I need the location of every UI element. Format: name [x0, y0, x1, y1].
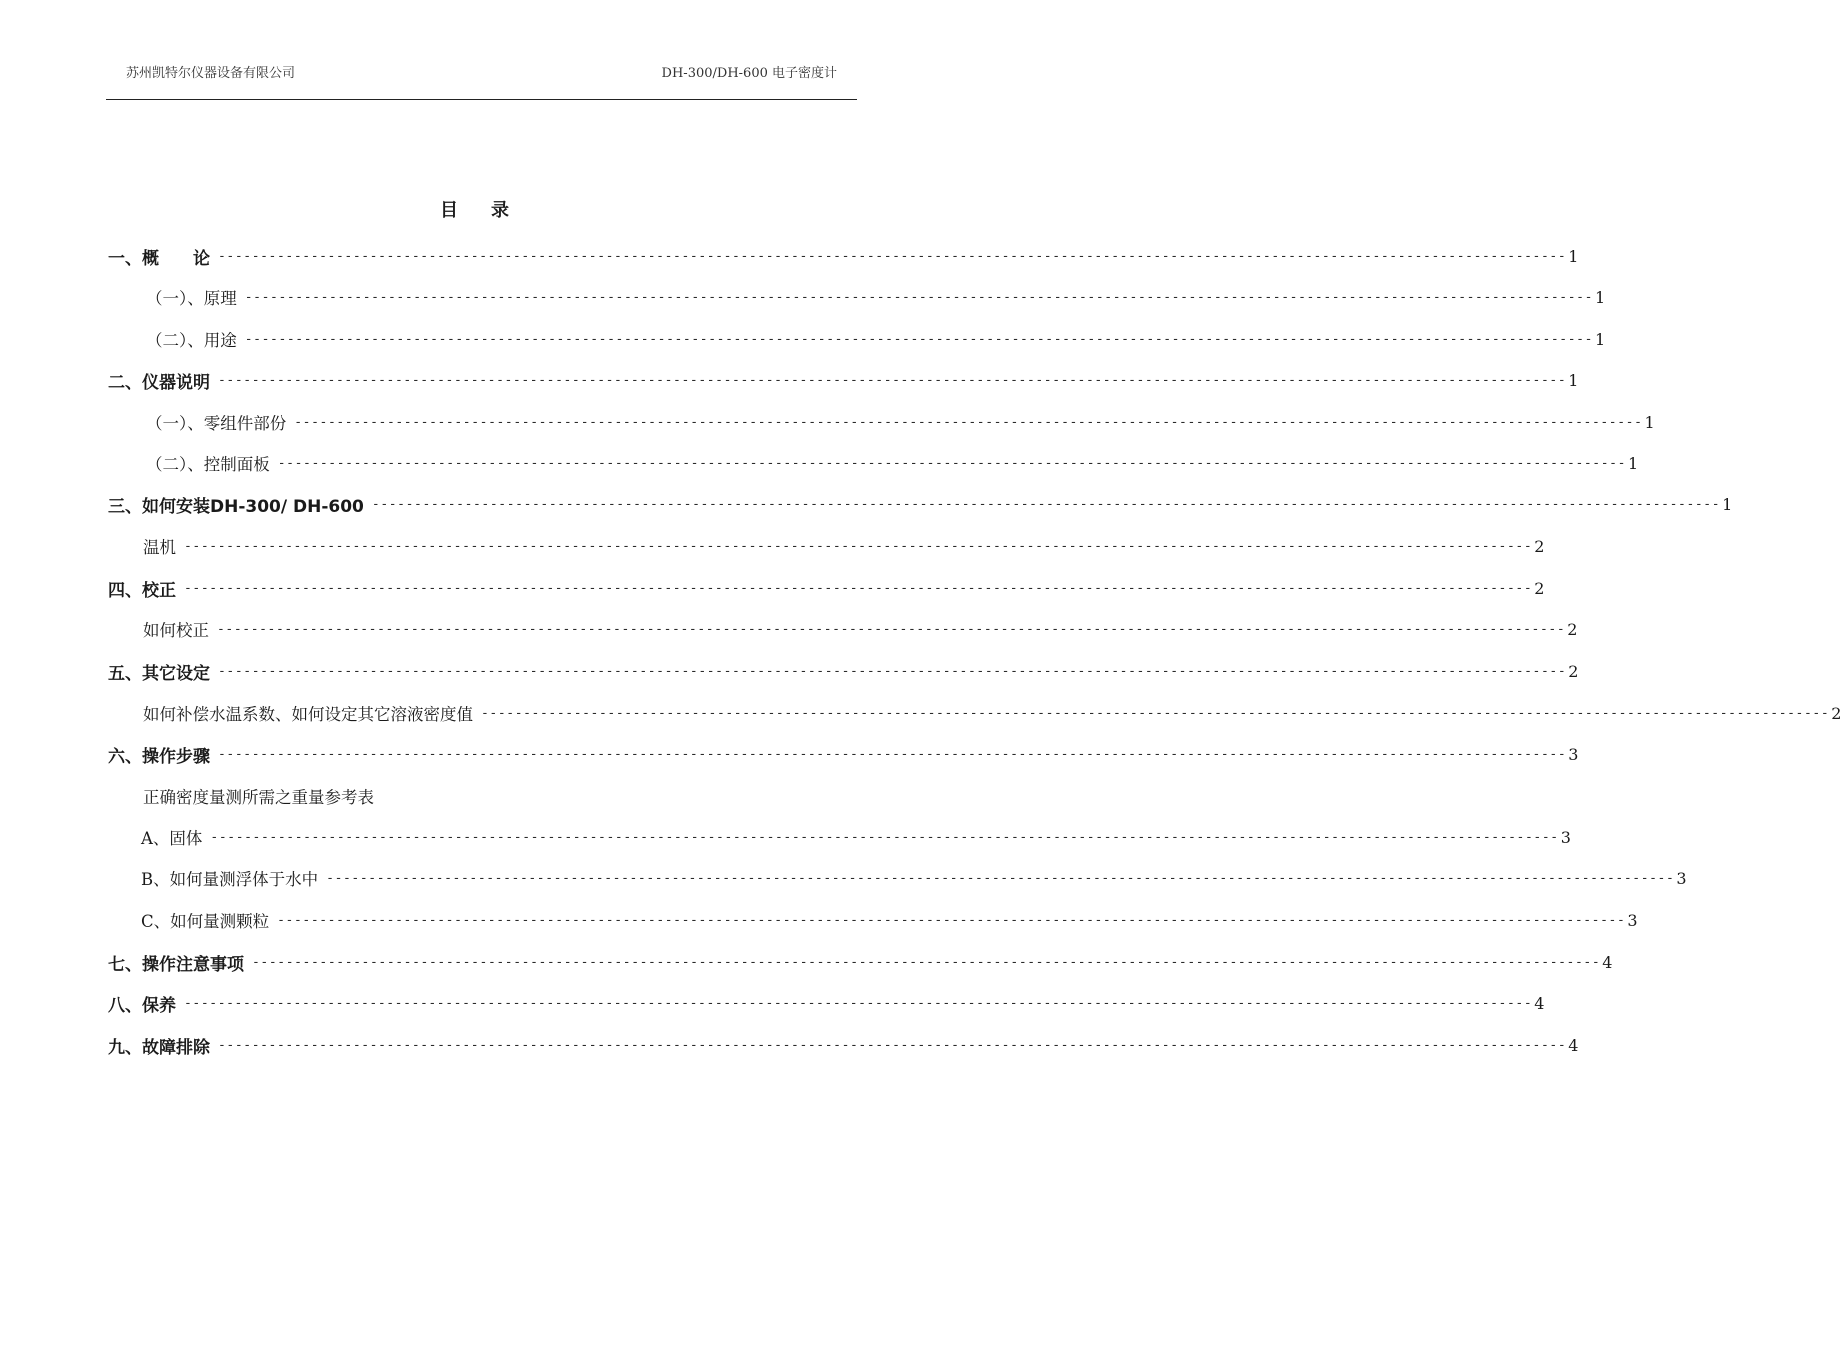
toc-entry-label: 温机 — [143, 538, 176, 557]
toc-entry-label: （一）、零组件部份 — [146, 414, 287, 433]
toc-entry[interactable] — [0, 244, 1579, 269]
toc-entry[interactable] — [0, 866, 1687, 890]
toc-entry-label: B、如何量测浮体于水中 — [141, 870, 319, 889]
header-product: DH-300/DH-600 电子密度计 — [661, 66, 837, 81]
toc-entry[interactable] — [0, 410, 1655, 434]
toc-leader: ---------------------------------------------------------------------------------------------------------------------------------------------------------------- — [326, 870, 1675, 886]
toc-entry[interactable] — [0, 784, 950, 808]
toc-entry-label: 二、仪器说明 — [108, 372, 210, 393]
toc-entry-page: 3 — [1568, 744, 1579, 764]
toc-entry-page: 3 — [1627, 910, 1638, 930]
header-company: 苏州凯特尔仪器设备有限公司 — [126, 66, 296, 81]
toc-entry-page: 4 — [1568, 1035, 1579, 1055]
toc-leader: ---------------------------------------------------------------------------------------------------------------------------------------------------------------- — [184, 538, 1533, 554]
toc-entry-page: 1 — [1568, 246, 1579, 266]
toc-entry[interactable] — [0, 991, 1545, 1016]
toc-entry[interactable] — [0, 368, 1579, 393]
toc-leader: ---------------------------------------------------------------------------------------------------------------------------------------------------------------- — [277, 912, 1626, 928]
toc-entry[interactable] — [0, 742, 1579, 767]
toc-entry-label: 八、保养 — [108, 995, 176, 1016]
toc-entry-page: 2 — [1568, 661, 1579, 681]
toc-leader: ---------------------------------------------------------------------------------------------------------------------------------------------------------------- — [218, 663, 1567, 679]
toc-entry-page: 1 — [1628, 453, 1639, 473]
toc-entry[interactable] — [0, 534, 1545, 558]
toc-title-part2: 录 — [491, 200, 510, 221]
toc-entry[interactable] — [0, 492, 1733, 517]
toc-entry[interactable] — [0, 451, 1639, 475]
toc-leader: ---------------------------------------------------------------------------------------------------------------------------------------------------------------- — [481, 705, 1830, 721]
toc-leader: ---------------------------------------------------------------------------------------------------------------------------------------------------------------- — [244, 289, 1594, 305]
toc-leader: ---------------------------------------------------------------------------------------------------------------------------------------------------------------- — [252, 954, 1601, 970]
toc-entry[interactable] — [0, 327, 1606, 351]
toc-entry[interactable] — [0, 1033, 1579, 1058]
toc-title — [0, 196, 950, 222]
toc-entry-page: 2 — [1534, 536, 1545, 556]
toc-entry-page: 4 — [1602, 952, 1613, 972]
toc-entry-label: 五、其它设定 — [108, 663, 210, 684]
toc-leader: ---------------------------------------------------------------------------------------------------------------------------------------------------------------- — [244, 331, 1594, 347]
toc-entry[interactable] — [0, 950, 1613, 975]
toc-leader: ---------------------------------------------------------------------------------------------------------------------------------------------------------------- — [184, 995, 1533, 1011]
toc-entry-label: （一）、原理 — [146, 289, 237, 308]
toc-entry-label: 三、如何安装DH-300/ DH-600 — [108, 496, 364, 517]
toc-entry-page: 1 — [1644, 412, 1655, 432]
toc-entry-label: A、固体 — [141, 829, 203, 848]
toc-entry-label: C、如何量测颗粒 — [141, 912, 270, 931]
toc-entry[interactable] — [0, 659, 1579, 684]
toc-entry-label: 四、校正 — [108, 580, 176, 601]
toc-entry[interactable] — [0, 701, 1841, 725]
toc-entry-label: 如何补偿水温系数、如何设定其它溶液密度值 — [143, 705, 473, 724]
toc-entry-page: 2 — [1567, 619, 1578, 639]
toc-leader: ---------------------------------------------------------------------------------------------------------------------------------------------------------------- — [218, 372, 1567, 388]
toc-entry[interactable] — [0, 285, 1606, 309]
toc-entry-label: 如何校正 — [143, 621, 209, 640]
toc-entry-page: 1 — [1595, 287, 1606, 307]
toc-leader: ---------------------------------------------------------------------------------------------------------------------------------------------------------------- — [218, 1037, 1567, 1053]
toc-leader: ---------------------------------------------------------------------------------------------------------------------------------------------------------------- — [210, 829, 1559, 845]
toc-entry-label: 六、操作步骤 — [108, 746, 210, 767]
page-header — [106, 0, 857, 100]
toc-leader: ---------------------------------------------------------------------------------------------------------------------------------------------------------------- — [218, 248, 1567, 264]
toc-entry-label: （二）、控制面板 — [146, 455, 270, 474]
toc-entry-page: 3 — [1560, 827, 1571, 847]
toc-title-part1: 目 — [440, 200, 459, 221]
toc-leader: ---------------------------------------------------------------------------------------------------------------------------------------------------------------- — [371, 496, 1721, 512]
toc-entry-page: 1 — [1568, 370, 1579, 390]
toc-leader: ---------------------------------------------------------------------------------------------------------------------------------------------------------------- — [184, 580, 1533, 596]
toc-entry-label: 七、操作注意事项 — [108, 954, 244, 975]
toc-leader: ---------------------------------------------------------------------------------------------------------------------------------------------------------------- — [218, 746, 1567, 762]
toc-entry-label: 一、概 论 — [108, 248, 210, 269]
toc-entry-page: 3 — [1676, 868, 1687, 888]
toc-entry-label: （二）、用途 — [146, 331, 237, 350]
toc-entry-page: 4 — [1534, 993, 1545, 1013]
toc-entry-page: 1 — [1722, 494, 1733, 514]
toc-entry-page: 2 — [1831, 703, 1841, 723]
toc-entry[interactable] — [0, 908, 1638, 932]
toc-entry-page: 2 — [1534, 578, 1545, 598]
toc-entry[interactable] — [0, 825, 1571, 849]
toc-leader: ---------------------------------------------------------------------------------------------------------------------------------------------------------------- — [294, 414, 1643, 430]
toc-entry-page: 1 — [1595, 329, 1606, 349]
toc-entry-label: 正确密度量测所需之重量参考表 — [143, 788, 374, 807]
toc-leader: ---------------------------------------------------------------------------------------------------------------------------------------------------------------- — [277, 455, 1627, 471]
toc-entry[interactable] — [0, 617, 1578, 641]
toc-leader: ---------------------------------------------------------------------------------------------------------------------------------------------------------------- — [217, 621, 1566, 637]
toc-entry[interactable] — [0, 576, 1545, 601]
toc-entry-label: 九、故障排除 — [108, 1037, 210, 1058]
